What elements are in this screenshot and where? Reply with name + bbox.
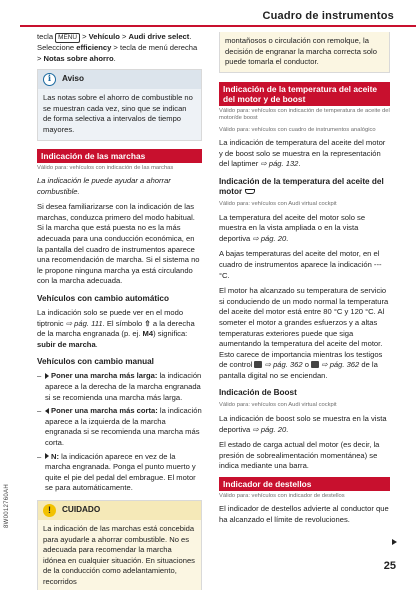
menu-key: MENU [55, 33, 80, 43]
page-ref-link[interactable]: ⇨ pág. 132 [260, 159, 299, 169]
note-text: Las notas sobre el ahorro de combustible no se muestran cada vez, sino que se indican de forma selectiva a intervalos de tiempo mayores. [43, 93, 193, 134]
boost-paragraph: El estado de carga actual del motor (es decir, la presión de sobrealimentación momentánea) se indica mediante una barra. [219, 440, 380, 471]
page-ref-link[interactable]: ⇨ pág. 20 [252, 233, 287, 243]
page-number: 25 [383, 560, 396, 572]
oil-paragraph: La temperatura del aceite del motor solo se muestra en la vista ampliada o en la vista deportiva ⇨ pág. 20. [219, 212, 366, 243]
oil-paragraph: El motor ha alcanzado su temperatura de servicio si conduciendo de un modo normal la temperatura del aceite del motor está entre 80 °C y 120 °C. Al someter el motor a grandes esfuerzos y a altas temperaturas exteriores puede que siga aumentando la temperatura del aceite del motor. Esto carece de importancia mientras los testigos de control ⇨ pág. 362 o ⇨ pág. 362 de la pantalla digital no se enciendan. [219, 286, 389, 380]
note-header [38, 70, 201, 89]
caution-text: La indicación de las marchas está concebida para ayudarle a ahorrar combustible. No es adecuada para recomendar la marcha idónea en cualquier situación. En situaciones de la conducción como adelantamiento, recorridos [43, 523, 195, 586]
boost-paragraph: La indicación de boost solo se muestra en la vista deportiva ⇨ pág. 20. [219, 413, 387, 434]
validity-note: Válido para: vehículos con indicación de las marchas [37, 164, 174, 171]
section-heading-oil: Indicación de la temperatura del aceite del motor y de boost [219, 82, 390, 106]
subheading-boost: Indicación de Boost [219, 388, 297, 398]
validity-note: Válido para: vehículos con Audi virtual cockpit [219, 201, 337, 208]
caution-box [37, 500, 202, 590]
arrow-right-icon [45, 373, 49, 379]
caution-continued [219, 32, 390, 73]
warning-icon: ! [43, 504, 56, 517]
list-item: – Poner una marcha más larga: la indicación aparece a la derecha de la marcha engranada si se recomienda una marcha más larga. [37, 371, 202, 402]
oil-paragraph: A bajas temperaturas del aceite del motor, en el cuadro de instrumentos aparece la indicación --- °C. [219, 249, 382, 280]
arrow-left-icon [45, 408, 49, 414]
validity-note: Válido para: vehículos con cuadro de instrumentos analógico [219, 126, 376, 133]
up-arrow-icon: ⇧ [144, 318, 151, 328]
page-ref-link[interactable]: ⇨ pág. 362 [321, 360, 360, 370]
caution-title: CUIDADO [62, 505, 101, 515]
caution-header [38, 501, 201, 520]
section-heading-flash: Indicador de destellos [219, 477, 390, 491]
validity-note: Válido para: vehículos con Audi virtual cockpit [219, 402, 337, 409]
validity-note: Válido para: vehículos con indicación de temperatura de aceite del motor/de boost [219, 107, 390, 122]
page-ref-link[interactable]: ⇨ pág. 20 [252, 424, 287, 434]
validity-note: Válido para: vehículos con indicador de destellos [219, 492, 345, 499]
info-icon: i [43, 73, 56, 86]
warning-lamp-icon [254, 361, 262, 368]
left-column [37, 32, 202, 590]
section-heading-marchas: Indicación de las marchas [37, 149, 202, 163]
note-title: Aviso [62, 74, 84, 84]
warning-lamp-icon [311, 361, 319, 368]
caution-continued-text: montañosos o circulación con remolque, la decisión de engranar la marcha correcta solo puede tomarla el conductor. [225, 36, 377, 67]
list-item: – Poner una marcha más corta: la indicación aparece a la izquierda de la marcha engranada si se recomienda una marcha más corta. [37, 406, 202, 447]
body-paragraph: Si desea familiarizarse con la indicación de las marchas, conduzca primero del modo habitual. Si la marcha que está puesta no es la más adecuada para una conducción económica, en la pantalla del cuadro de instrumentos aparece una recomendación de marcha. Si el sistema no le propone ninguna marcha ya está circulando con la marcha adecuada. [37, 202, 200, 286]
oil-paragraph: La indicación de temperatura del aceite del motor y de boost solo se muestra en la representación del laptimer ⇨ pág. 132. [219, 138, 386, 169]
automatic-paragraph: La indicación solo se puede ver en el modo tiptronic ⇨ pág. 111. El símbolo ⇧ a la derecha de la marcha engranada (p. ej. M4) significa: subir de marcha. [37, 308, 195, 349]
page-ref-link[interactable]: ⇨ pág. 362 [264, 360, 303, 370]
arrow-right-icon [45, 453, 49, 459]
list-item: – N: la indicación aparece en vez de la marcha engranada. Ponga el punto muerto y quite el pie del pedal del embrague. El motor se para automáticamente. [37, 451, 196, 493]
page-header [20, 8, 416, 26]
document-code: 8W0012760AH [4, 484, 10, 528]
intro-paragraph: tecla MENU > Vehículo > Audi drive select. Seleccione efficiency > tecla de menú derecha > Notas sobre ahorro. [37, 32, 198, 63]
subheading-manual: Vehículos con cambio manual [37, 357, 154, 367]
right-column [219, 32, 390, 531]
continue-arrow-icon [392, 539, 397, 545]
header-rule [20, 25, 416, 27]
note-box [37, 69, 202, 140]
subheading-automatic: Vehículos con cambio automático [37, 294, 169, 303]
flash-paragraph: El indicador de destellos advierte al conductor que ha alcanzado el límite de revoluciones. [219, 504, 389, 525]
lead-text: La indicación le puede ayudar a ahorrar combustible. [37, 176, 171, 196]
subheading-oil-temp: Indicación de la temperatura del aceite del motor [219, 177, 384, 197]
oil-can-icon [245, 189, 255, 194]
header-title: Cuadro de instrumentos [262, 10, 394, 22]
page-ref-link[interactable]: ⇨ pág. 111 [65, 318, 103, 328]
